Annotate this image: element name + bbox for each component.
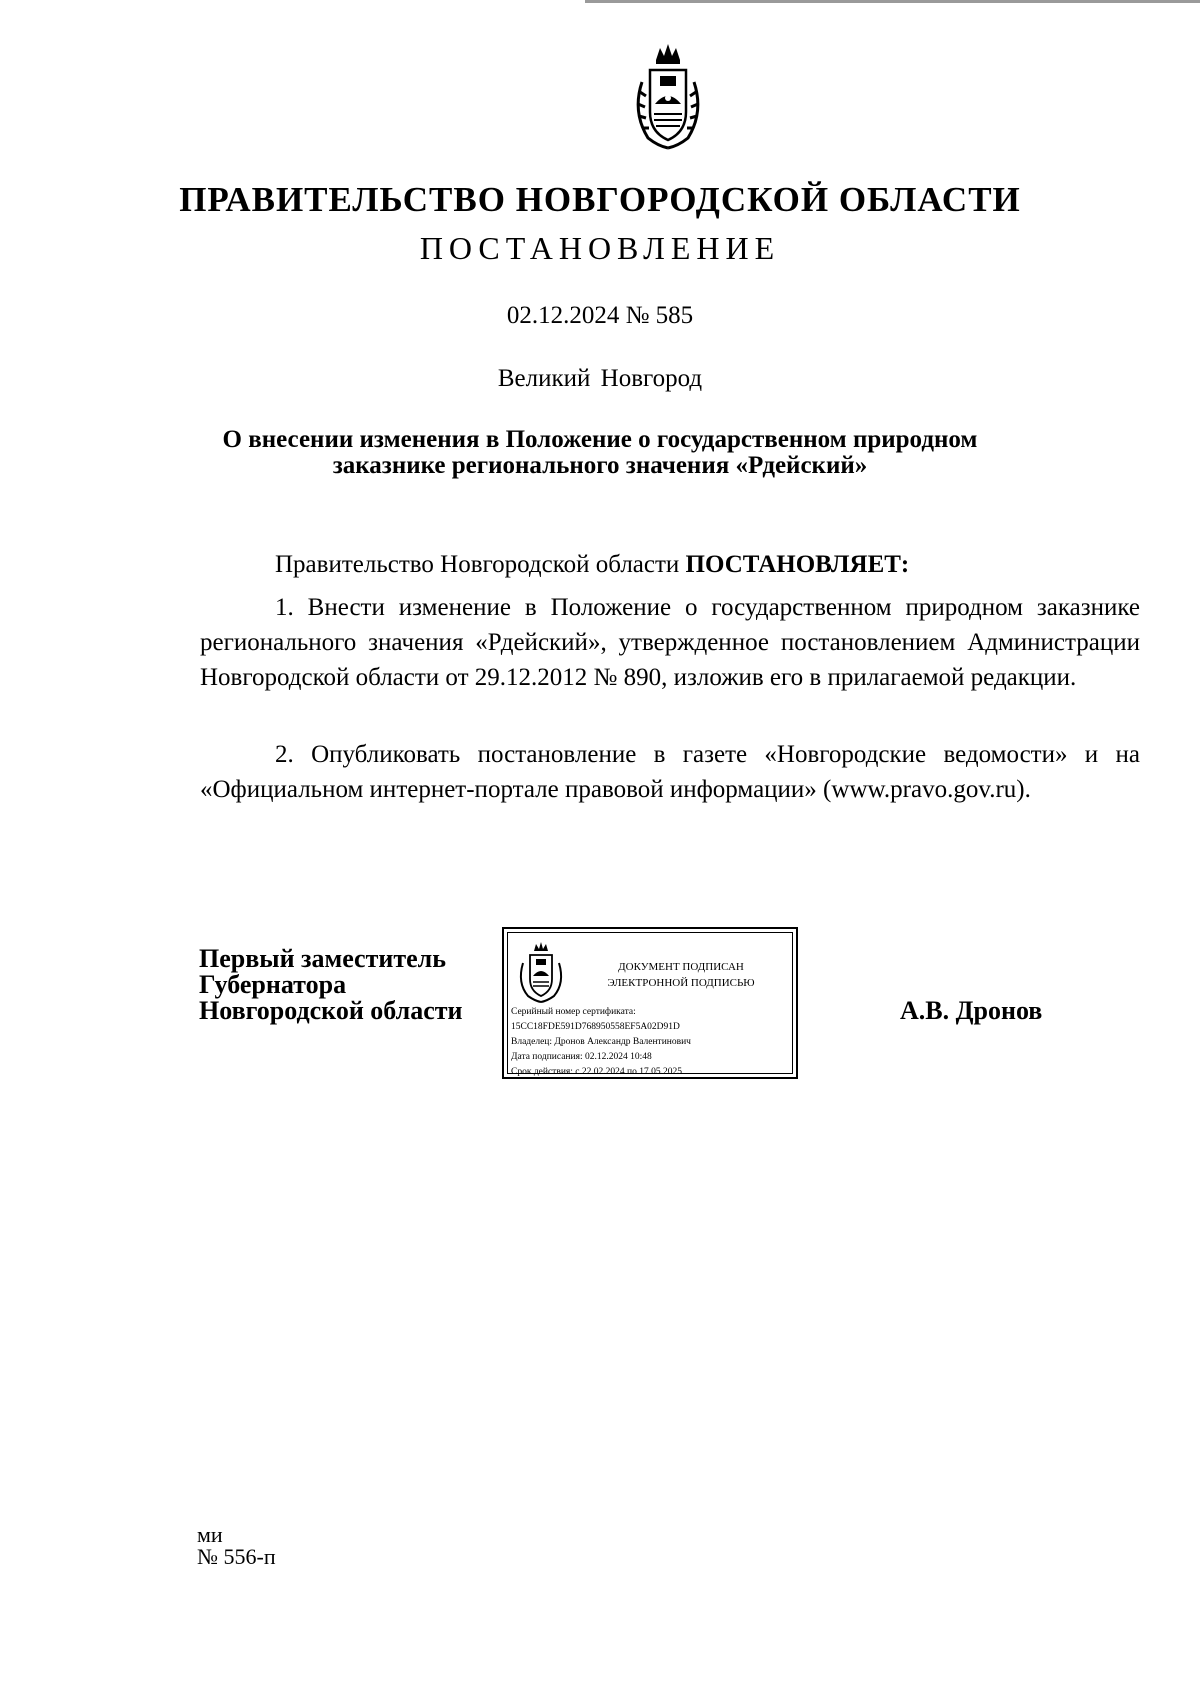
subject-line-1: О внесении изменения в Положение о государственном природном [222,426,978,453]
signatory-title-line-1: Первый заместитель [199,944,446,973]
signatory-title-line-3: Новгородской области [199,996,463,1025]
document-subject [0,427,1200,479]
electronic-signature-stamp [502,927,798,1079]
coat-of-arms-icon [628,42,708,152]
scan-edge-line [585,0,1200,3]
coat-of-arms-icon [515,941,567,1003]
stamp-header-line-2: ЭЛЕКТРОННОЙ ПОДПИСЬЮ [607,977,755,989]
signer-name: А.В. Дронов [900,996,1043,1025]
stamp-validity: Срок действия: с 22.02.2024 по 17.05.2025 [511,1067,682,1077]
stamp-details [511,1005,691,1080]
stamp-owner: Владелец: Дронов Александр Валентинович [511,1037,691,1047]
paragraph-2: 2. Опубликовать постановление в газете «Новгородские ведомости» и на «Официальном интернет-портале правовой информации» (www.pravo.gov.ru). [200,741,1140,803]
stamp-cert-value: 15CC18FDE591D768950558EF5A02D91D [511,1022,680,1032]
stamp-header [576,959,786,991]
footer-initials: ми [197,1522,223,1547]
city: Великий Новгород [497,365,703,392]
intro-text: Правительство Новгородской области [275,551,686,578]
footer-registration [197,1524,276,1568]
signatory-title-line-2: Губернатора [199,970,347,999]
intro-resolves: ПОСТАНОВЛЯЕТ: [685,551,910,578]
stamp-header-line-1: ДОКУМЕНТ ПОДПИСАН [618,961,744,973]
paragraph-1: 1. Внести изменение в Положение о государственном природном заказнике регионального значения «Рдейский», утвержденное постановлением Администрации Новгородской области от 29.12.2012 № 890, изложив его в прилагаемой редакции. [200,594,1140,691]
subject-line-2: заказнике регионального значения «Рдейский» [332,452,868,479]
footer-number: № 556-п [197,1544,276,1569]
document-type: ПОСТАНОВЛЕНИЕ [419,230,781,266]
date-number: 02.12.2024 № 585 [506,302,694,329]
organization-title: ПРАВИТЕЛЬСТВО НОВГОРОДСКОЙ ОБЛАСТИ [179,180,1021,219]
signatory-title [199,946,463,1024]
stamp-signed-date: Дата подписания: 02.12.2024 10:48 [511,1052,652,1062]
stamp-cert-label: Серийный номер сертификата: [511,1007,636,1017]
resolution-intro [200,547,1140,582]
